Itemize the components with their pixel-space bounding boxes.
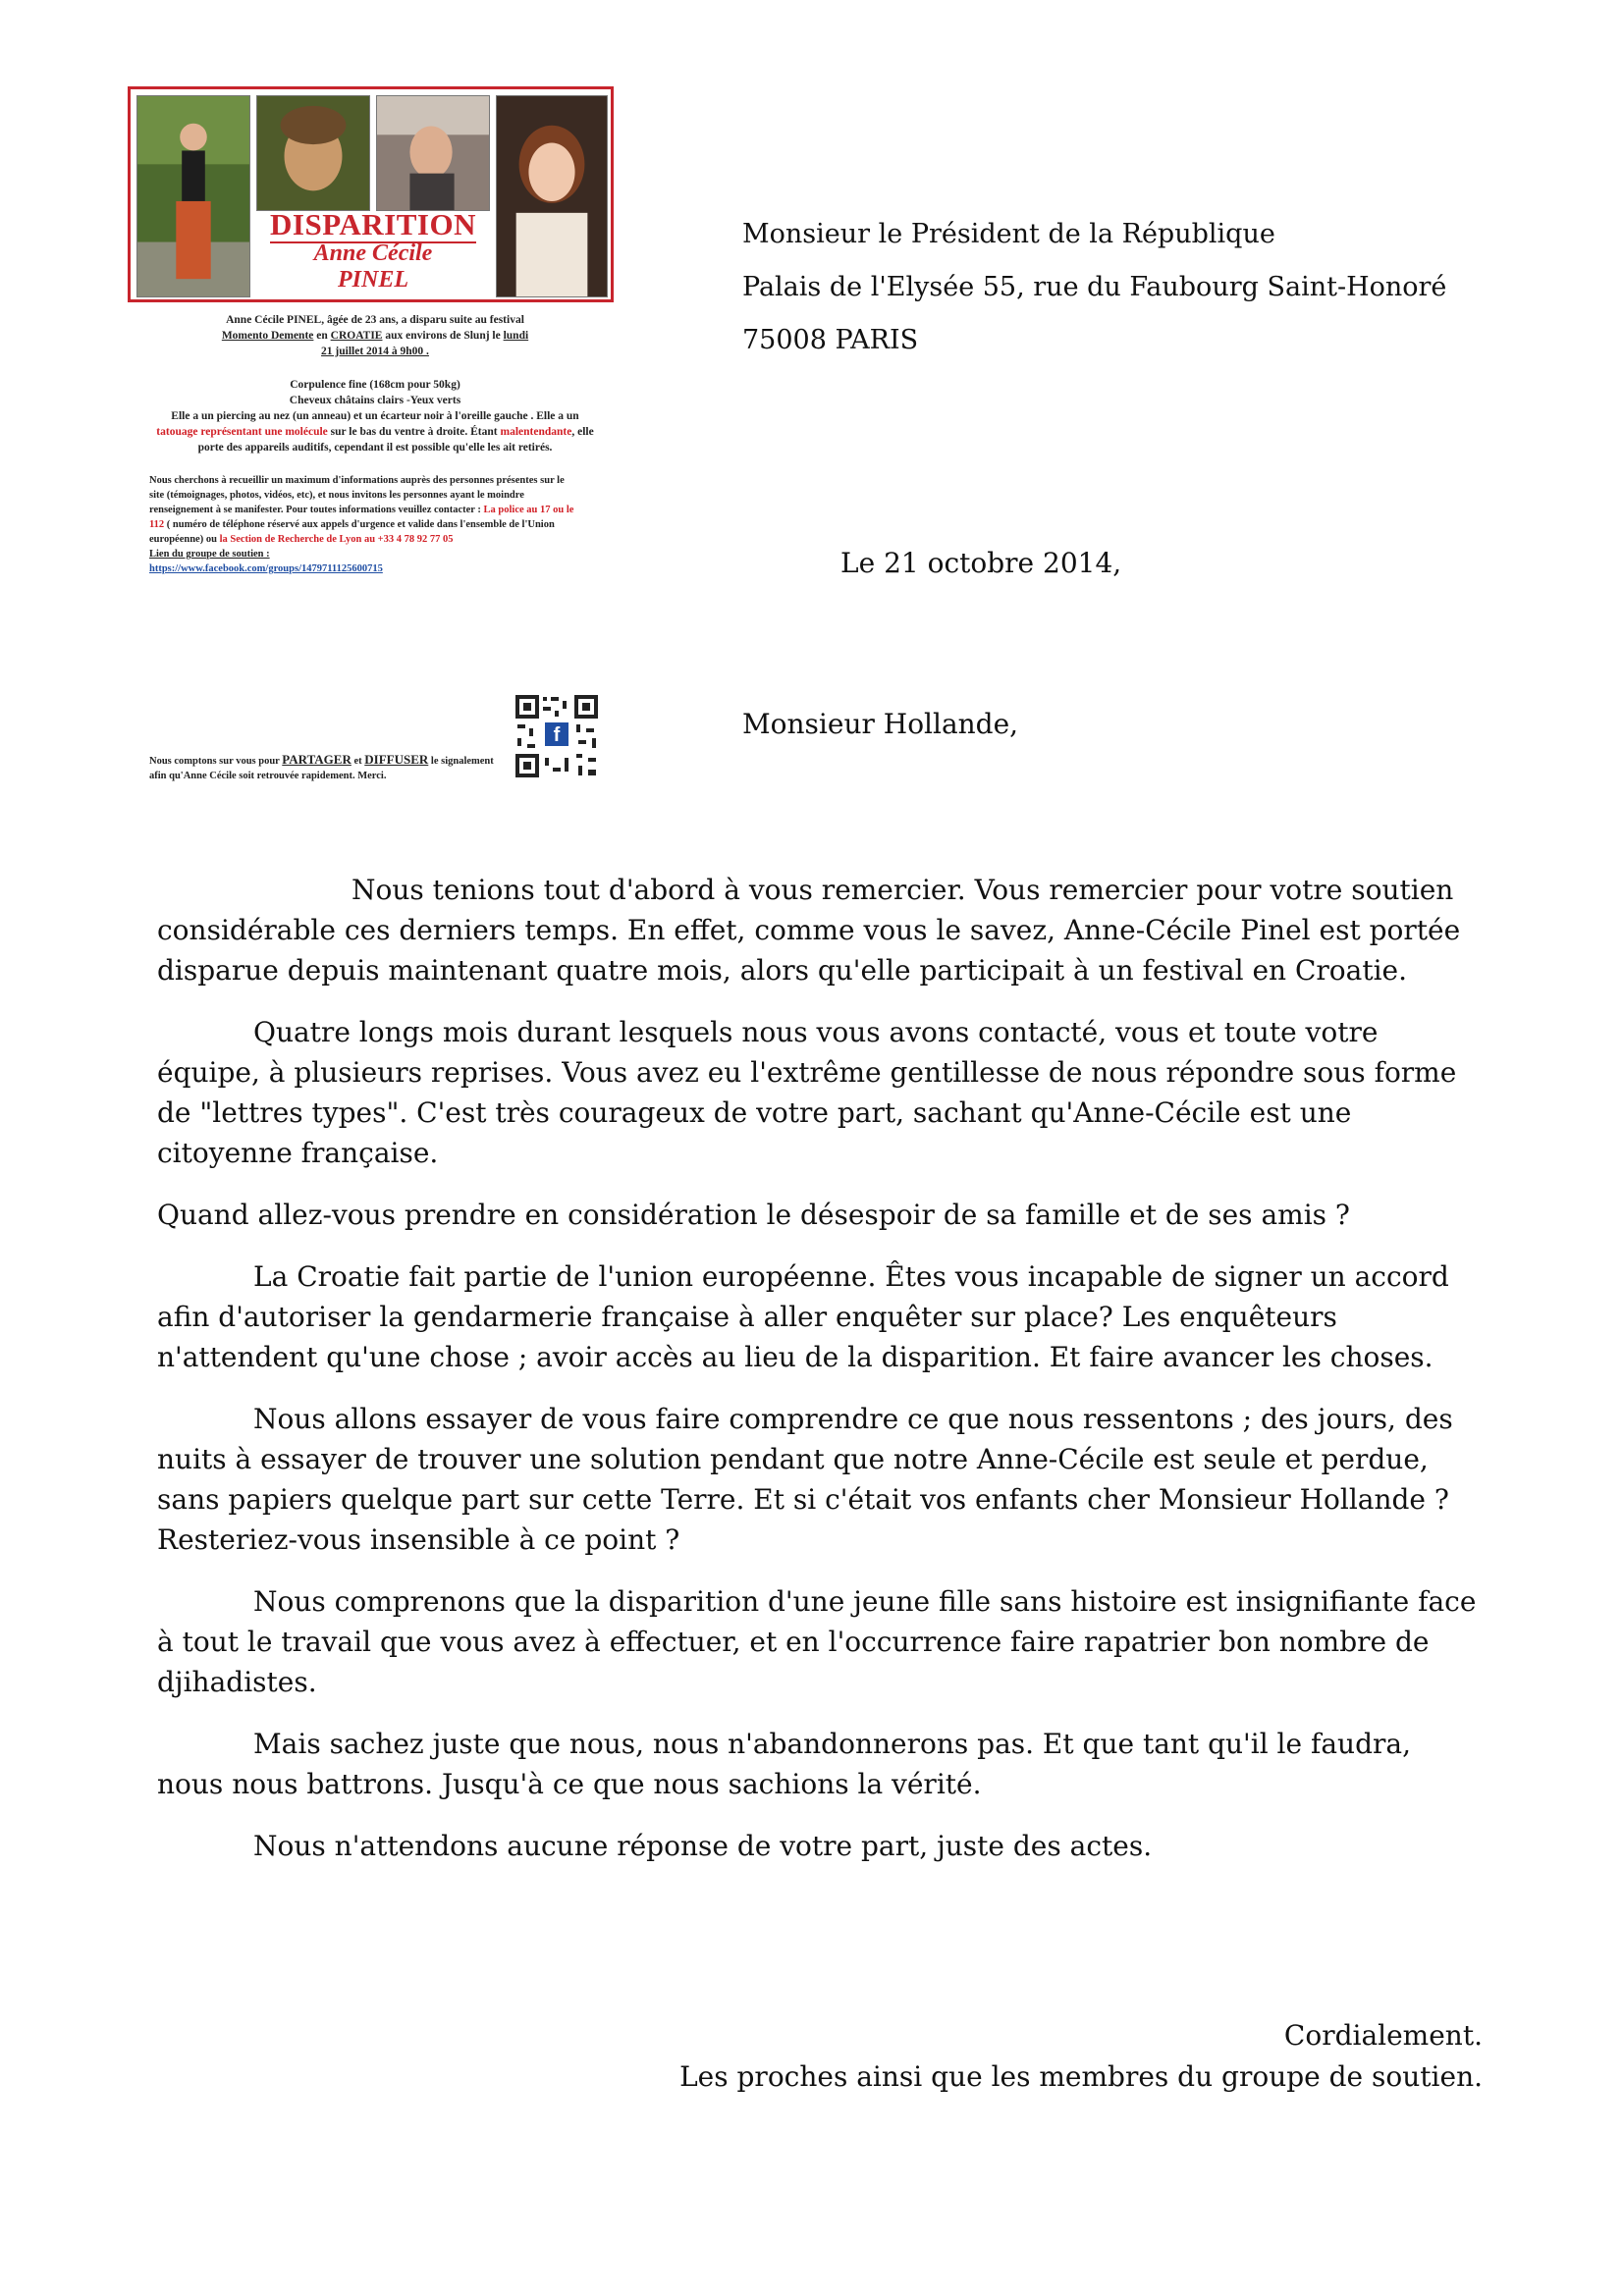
- poster-description: Corpulence fine (168cm pour 50kg) Cheveux châtains clairs -Yeux verts Elle a un piercing au nez (un anneau) et un écarteur noir à l'oreille gauche . Elle a un tatouage représentant une molécule sur le bas du ventre à droite. Étant malentendante, elle porte des appareils auditifs, cependant il est possible qu'elle les ait retirés.: [156, 379, 594, 454]
- body-paragraph: Nous n'attendons aucune réponse de votre part, juste des actes.: [253, 1830, 1153, 1862]
- recipient-line: 75008 PARIS: [742, 325, 919, 355]
- photo-in-car: [376, 95, 490, 211]
- closing-signature: Les proches ainsi que les membres du groupe de soutien.: [679, 2060, 1483, 2093]
- poster-share-note: Nous comptons sur vous pour PARTAGER et DIFFUSER le signalement afin qu'Anne Cécile soit retrouvée rapidement. Merci.: [149, 752, 494, 781]
- letter-closing: [679, 2015, 1483, 2098]
- salutation: Monsieur Hollande,: [742, 708, 1019, 740]
- body-paragraph: La Croatie fait partie de l'union européenne. Êtes vous incapable de signer un accord afin d'autoriser la gendarmerie française à aller enquêter sur place? Les enquêteurs n'attendent qu'une chose ; avoir accès au lieu de la disparition. Et faire avancer les choses.: [157, 1260, 1449, 1373]
- body-paragraph: Quatre longs mois durant lesquels nous vous avons contacté, vous et toute votre équipe, à plusieurs reprises. Vous avez eu l'extrême gentillesse de nous répondre sous forme de "lettres types". C'est très courageux de votre part, sachant qu'Anne-Cécile est une citoyenne française.: [157, 1016, 1457, 1169]
- recipient-line: Monsieur le Président de la République: [742, 219, 1275, 249]
- poster-contact: Nous cherchons à recueillir un maximum d'informations auprès des personnes présentes sur le site (témoignages, photos, vidéos, etc), et nous invitons les personnes ayant le moindre renseignement à se manifester. Pour toutes informations veuillez contacter : La police au 17 ou le 112 ( numéro de téléphone réservé aux appels d'urgence et valide dans l'ensemble de l'Union européenne) ou la Section de Recherche de Lyon au +33 4 78 92 77 05 Lien du groupe de soutien : https://www.facebook.com/groups/1479711125600715: [149, 475, 574, 574]
- closing-line: Cordialement.: [1283, 2019, 1483, 2052]
- recipient-address: [742, 208, 1446, 367]
- qr-code-icon: [514, 693, 600, 779]
- body-paragraph: Mais sachez juste que nous, nous n'abandonnerons pas. Et que tant qu'il le faudra, nous nous battrons. Jusqu'à ce que nous sachions la vérité.: [157, 1728, 1411, 1800]
- body-paragraph: Nous allons essayer de vous faire comprendre ce que nous ressentons ; des jours, des nuits à essayer de trouver une solution pendant que notre Anne-Cécile est seule et perdue, sans papiers quelque part sur cette Terre. Et si c'était vos enfants cher Monsieur Hollande ? Resteriez-vous insensible à ce point ?: [157, 1403, 1453, 1556]
- poster-title: DISPARITION: [270, 207, 476, 241]
- poster-intro: Anne Cécile PINEL, âgée de 23 ans, a disparu suite au festival Momento Demente en CROATIE aux environs de Slunj le lundi 21 juillet 2014 à 9h00 .: [221, 314, 529, 357]
- facebook-group-link[interactable]: https://www.facebook.com/groups/1479711125600715: [149, 563, 383, 574]
- poster-text: [149, 312, 601, 576]
- recipient-line: Palais de l'Elysée 55, rue du Faubourg Saint-Honoré: [742, 272, 1447, 302]
- facebook-icon: f: [545, 722, 568, 746]
- missing-person-poster: [128, 86, 614, 793]
- letter-date: Le 21 octobre 2014,: [840, 547, 1122, 579]
- body-paragraph: Nous tenions tout d'abord à vous remercier. Vous remercier pour votre soutien considérable ces derniers temps. En effet, comme vous le savez, Anne-Cécile Pinel est portée disparue depuis maintenant quatre mois, alors qu'elle participait à un festival en Croatie.: [157, 874, 1461, 987]
- photo-smiling: [496, 95, 608, 297]
- photo-standing: [136, 95, 250, 297]
- body-paragraph: Nous comprenons que la disparition d'une jeune fille sans histoire est insignifiante face à tout le travail que vous avez à effectuer, et en l'occurrence faire rapatrier bon nombre de djihadistes.: [157, 1585, 1477, 1698]
- letter-body: [157, 870, 1483, 1888]
- photo-portrait: [256, 95, 370, 211]
- poster-photo-frame: [128, 86, 614, 302]
- poster-person-name: Anne Cécile PINEL: [313, 240, 433, 293]
- body-paragraph: Quand allez-vous prendre en considération le désespoir de sa famille et de ses amis ?: [157, 1199, 1350, 1231]
